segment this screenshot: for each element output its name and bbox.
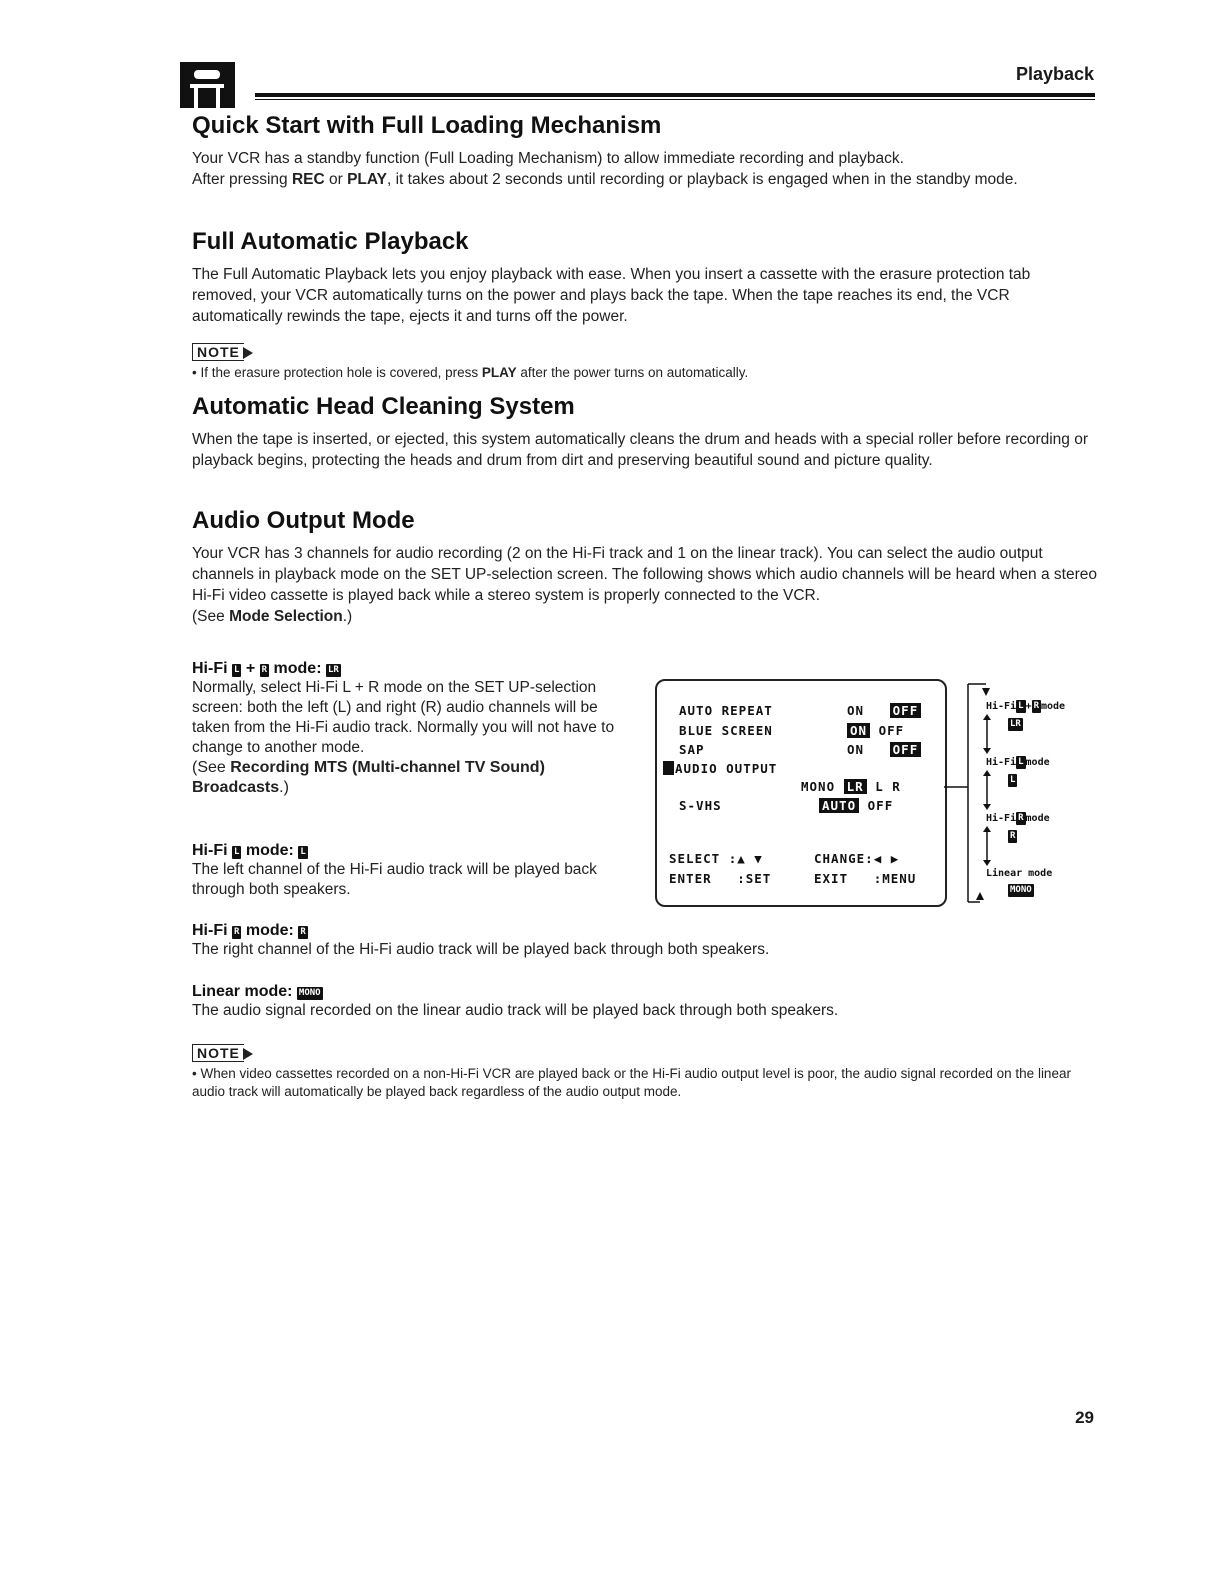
cycle-lr-indicator: LR bbox=[1010, 719, 1021, 729]
osd-auto-selected: AUTO bbox=[819, 798, 859, 813]
mode-lr-see-a: (See bbox=[192, 759, 231, 776]
audio-output-section bbox=[192, 507, 1097, 627]
osd-enter: ENTER bbox=[669, 871, 712, 886]
osd-auto-repeat bbox=[679, 703, 773, 718]
osd-on: ON bbox=[847, 742, 865, 757]
l-indicator: L bbox=[1018, 701, 1024, 711]
l-indicator: L bbox=[234, 665, 240, 675]
cycle-linear-label: Linear mode bbox=[986, 868, 1053, 879]
full-auto-section bbox=[192, 228, 1097, 327]
quick-start-body bbox=[192, 148, 1097, 190]
osd-l: L bbox=[875, 779, 884, 794]
r-indicator: R bbox=[1033, 701, 1039, 711]
note-2-text: • When video cassettes recorded on a non-Hi-Fi VCR are played back or the Hi-Fi audio output level is poor, the audio signal recorded on the linear audio track will automatically be played back regardless of the audio output mode. bbox=[192, 1066, 1071, 1099]
cycle-hifi: Hi-Fi bbox=[986, 757, 1017, 768]
osd-off-selected: OFF bbox=[890, 703, 922, 718]
mode-linear-block bbox=[192, 983, 1097, 1021]
osd-svhs bbox=[679, 798, 722, 813]
mode-r-body: The right channel of the Hi-Fi audio track will be played back through both speakers. bbox=[192, 941, 770, 958]
mode-linear-heading bbox=[192, 983, 1097, 1001]
quick-start-title: Quick Start with Full Loading Mechanism bbox=[192, 112, 662, 139]
osd-enter-key: :SET bbox=[737, 871, 772, 886]
osd-blue-screen-label: BLUE SCREEN bbox=[679, 723, 773, 738]
audio-output-body: Your VCR has 3 channels for audio recording (2 on the Hi-Fi track and 1 on the linear track). You can select the audio output channels in playback mode on the SET UP-selection screen. The following shows which audio channels will be heard when a stereo Hi-Fi video cassette is played back while a stereo system is properly connected to the VCR. bbox=[192, 545, 1097, 604]
mode-lr-head-mode: mode: bbox=[269, 660, 326, 677]
see-mode-selection: Mode Selection bbox=[229, 608, 343, 625]
full-auto-title: Full Automatic Playback bbox=[192, 228, 469, 255]
osd-blue-screen-values bbox=[847, 723, 904, 738]
osd-on: ON bbox=[847, 703, 865, 718]
osd-change-hint bbox=[814, 851, 899, 866]
header-divider bbox=[255, 93, 1095, 97]
cycle-lr-label bbox=[986, 700, 1065, 713]
mono-indicator: MONO bbox=[298, 988, 321, 998]
osd-exit-hint bbox=[814, 871, 916, 886]
cycle-r-label bbox=[986, 812, 1050, 825]
l-indicator: L bbox=[234, 847, 240, 857]
cycle-hifi: Hi-Fi bbox=[986, 701, 1017, 712]
osd-select-hint bbox=[669, 851, 763, 866]
mode-lr-block bbox=[192, 660, 620, 798]
osd-blue-screen bbox=[679, 723, 773, 738]
osd-svhs-values bbox=[819, 798, 893, 813]
osd-select: SELECT bbox=[669, 851, 721, 866]
audio-mode-cycle-diagram bbox=[944, 680, 1104, 910]
quick-start-section bbox=[192, 112, 1097, 190]
mode-linear-body: The audio signal recorded on the linear audio track will be played back through both speakers. bbox=[192, 1002, 839, 1019]
osd-auto-repeat-values bbox=[847, 703, 921, 718]
osd-sap bbox=[679, 742, 705, 757]
osd-audio-output-label: AUDIO OUTPUT bbox=[675, 761, 778, 776]
cycle-r-indicator: R bbox=[1010, 831, 1016, 841]
cursor-arrow-icon bbox=[663, 761, 674, 775]
lr-indicator: LR bbox=[327, 665, 339, 675]
mode-linear-head: Linear mode: bbox=[192, 983, 297, 1000]
l-indicator: L bbox=[1018, 757, 1024, 767]
full-auto-body: The Full Automatic Playback lets you enjoy playback with ease. When you insert a cassette with the erasure protection tab removed, your VCR automatically turns on the power and plays back the tape. When the tape reaches its end, the VCR automatically rewinds the tape, ejects it and turns off the power. bbox=[192, 266, 1031, 325]
osd-on-selected: ON bbox=[847, 723, 870, 738]
osd-enter-hint bbox=[669, 871, 771, 886]
mode-l-head-mode: mode: bbox=[241, 842, 299, 859]
osd-r: R bbox=[892, 779, 901, 794]
osd-lr-selected: LR bbox=[844, 779, 867, 794]
note-1 bbox=[192, 343, 1097, 382]
note-arrow-icon bbox=[243, 347, 253, 359]
note-1-play: PLAY bbox=[481, 365, 517, 380]
note-1-text-b: after the power turns on automatically. bbox=[516, 365, 749, 380]
play-keyword: PLAY bbox=[347, 171, 387, 188]
head-cleaning-section bbox=[192, 393, 1097, 471]
osd-auto-repeat-label: AUTO REPEAT bbox=[679, 703, 773, 718]
osd-exit: EXIT bbox=[814, 871, 849, 886]
cycle-mode: mode bbox=[1025, 813, 1050, 824]
head-cleaning-body: When the tape is inserted, or ejected, this system automatically cleans the drum and heads with a special roller before recording or playback begins, protecting the heads and drum from dirt and preserving beautiful sound and picture quality. bbox=[192, 431, 1089, 469]
cycle-l-indicator: L bbox=[1010, 775, 1016, 785]
r-indicator: R bbox=[300, 927, 306, 937]
note-badge: NOTE bbox=[192, 343, 244, 361]
mts-reference: Recording MTS (Multi-channel TV Sound) Broadcasts bbox=[192, 759, 545, 796]
osd-sap-values bbox=[847, 742, 921, 757]
osd-off-selected: OFF bbox=[890, 742, 922, 757]
mode-r-block bbox=[192, 922, 1097, 960]
mode-l-head-a: Hi-Fi bbox=[192, 842, 232, 859]
mode-lr-body: Normally, select Hi-Fi L + R mode on the SET UP-selection screen: both the left (L) and right (R) audio channels will be taken from the Hi-Fi audio track. Normally you will not have to change to another mode. bbox=[192, 679, 615, 756]
quick-start-line2-b: , it takes about 2 seconds until recording or playback is engaged when in the standby mode. bbox=[387, 171, 1018, 188]
head-cleaning-title: Automatic Head Cleaning System bbox=[192, 393, 575, 420]
cycle-plus: + bbox=[1025, 701, 1032, 712]
osd-off: OFF bbox=[878, 723, 905, 738]
section-label: Playback bbox=[1015, 64, 1094, 84]
osd-audio-output-values bbox=[801, 779, 901, 794]
setup-osd-screen bbox=[655, 679, 947, 907]
osd-change: CHANGE: bbox=[814, 851, 874, 866]
mode-lr-see-b: .) bbox=[279, 779, 289, 796]
osd-exit-key: :MENU bbox=[873, 871, 917, 886]
audio-output-title: Audio Output Mode bbox=[192, 507, 415, 534]
r-indicator: R bbox=[1018, 813, 1024, 823]
l-indicator: L bbox=[300, 847, 306, 857]
quick-start-line2-a: After pressing bbox=[192, 171, 292, 188]
cycle-mode: mode bbox=[1040, 701, 1066, 712]
mode-lr-see bbox=[192, 758, 620, 798]
osd-change-keys: ◀ ▶ bbox=[873, 851, 900, 866]
see-a: (See bbox=[192, 608, 230, 625]
plus-sign: + bbox=[241, 660, 260, 677]
cycle-mono-indicator: MONO bbox=[1010, 885, 1032, 895]
note-arrow-icon bbox=[243, 1048, 253, 1060]
r-indicator: R bbox=[234, 927, 240, 937]
r-indicator: R bbox=[261, 665, 268, 675]
osd-audio-output bbox=[663, 761, 777, 776]
quick-start-or: or bbox=[324, 171, 348, 188]
see-b: .) bbox=[342, 608, 353, 625]
cycle-l-label bbox=[986, 756, 1050, 769]
note-1-text bbox=[192, 364, 1097, 382]
osd-sap-label: SAP bbox=[679, 742, 705, 757]
note-2 bbox=[192, 1044, 1097, 1101]
mode-l-block bbox=[192, 842, 620, 900]
mode-l-body: The left channel of the Hi-Fi audio track will be played back through both speakers. bbox=[192, 861, 597, 898]
osd-off: OFF bbox=[867, 798, 894, 813]
rec-keyword: REC bbox=[291, 171, 325, 188]
cycle-hifi: Hi-Fi bbox=[986, 813, 1017, 824]
mode-r-head-a: Hi-Fi bbox=[192, 922, 232, 939]
audio-output-see bbox=[192, 606, 1097, 627]
osd-select-keys: :▲ ▼ bbox=[728, 851, 763, 866]
mode-l-heading bbox=[192, 842, 620, 860]
mode-lr-head-a: Hi-Fi bbox=[192, 660, 232, 677]
osd-svhs-label: S-VHS bbox=[679, 798, 722, 813]
osd-mono: MONO bbox=[801, 779, 836, 794]
note-1-text-a: • If the erasure protection hole is covered, press bbox=[192, 365, 482, 380]
page-number: 29 bbox=[1075, 1408, 1094, 1427]
playback-chapter-icon bbox=[180, 62, 235, 108]
note-badge: NOTE bbox=[192, 1044, 244, 1062]
mode-r-head-mode: mode: bbox=[241, 922, 299, 939]
header-divider-thin bbox=[255, 99, 1095, 100]
cycle-mode: mode bbox=[1025, 757, 1050, 768]
mode-r-heading bbox=[192, 922, 1097, 940]
quick-start-line1: Your VCR has a standby function (Full Loading Mechanism) to allow immediate recording and playback. bbox=[192, 150, 904, 167]
mode-lr-heading bbox=[192, 660, 620, 678]
